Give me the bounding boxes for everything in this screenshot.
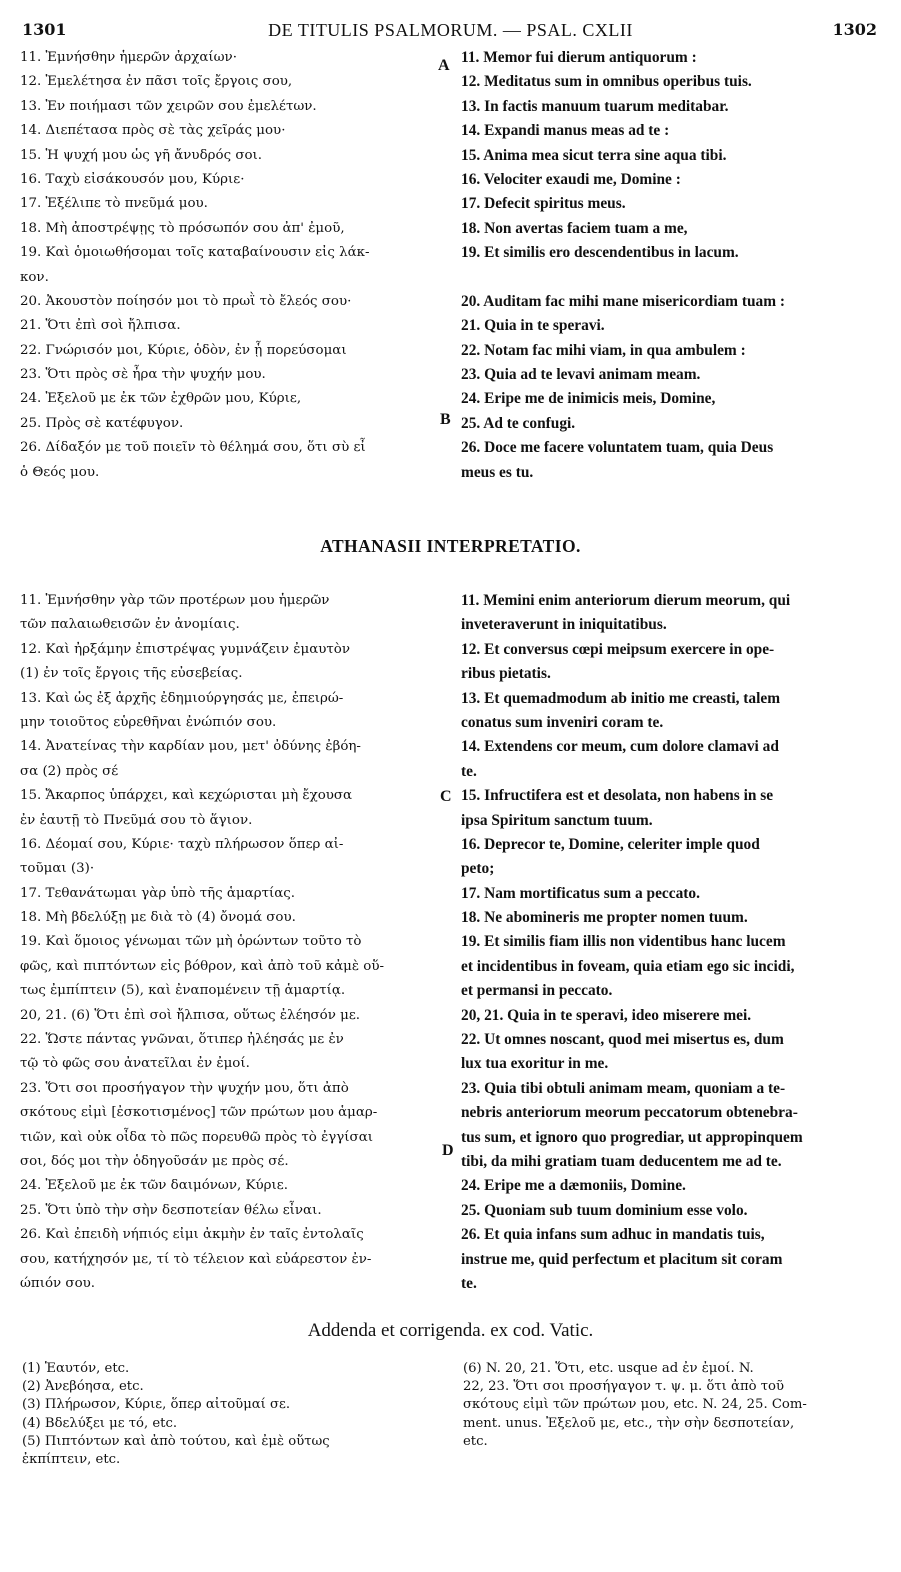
- footnote-line: (6) N. 20, 21. Ὅτι, etc. usque ad ἐν ἐμοί. N.: [463, 1361, 754, 1376]
- interpretation-line-latin: nebris anteriorum meorum peccatorum obtenebra-: [461, 1104, 798, 1122]
- interpretation-line-greek: τοῦμαι (3)·: [20, 861, 95, 877]
- interpretation-line-greek: 11. Ἐμνήσθην γὰρ τῶν προτέρων μου ἡμερῶν: [20, 593, 330, 608]
- interpretation-line-latin: te.: [461, 1274, 477, 1292]
- verse-line-greek: 11. Ἐμνήσθην ἡμερῶν ἀρχαίων·: [20, 50, 237, 65]
- interpretation-line-greek: 17. Τεθανάτωμαι γὰρ ὑπὸ τῆς ἁμαρτίας.: [20, 885, 296, 901]
- interpretation-line-greek: (1) ἐν τοῖς ἔργοις τῆς εὐσεβείας.: [20, 666, 243, 682]
- interpretation-line-greek: φῶς, καὶ πιπτόντων εἰς βόθρον, καὶ ἀπὸ τοῦ κἀμὲ οὕ-: [20, 958, 385, 974]
- interpretation-line-greek: 23. Ὅτι σοι προσήγαγον τὴν ψυχήν μου, ὅτι ἀπὸ: [20, 1080, 349, 1096]
- verse-line-greek: 16. Ταχὺ εἰσάκουσόν μου, Κύριε·: [20, 171, 245, 187]
- interpretation-line-latin: 16. Deprecor te, Domine, celeriter imple quod: [461, 835, 760, 853]
- verse-line-greek: 12. Ἐμελέτησα ἐν πᾶσι τοῖς ἔργοις σου,: [20, 74, 293, 90]
- verse-line-greek: 19. Καὶ ὁμοιωθήσομαι τοῖς καταβαίνουσιν εἰς λάκ-: [20, 245, 370, 261]
- interpretation-line-greek: 20, 21. (6) Ὅτι ἐπὶ σοὶ ἤλπισα, οὕτως ἐλέησόν με.: [20, 1007, 361, 1023]
- interpretatio-greek-column: [20, 589, 438, 1296]
- verse-line-greek: 21. Ὅτι ἐπὶ σοὶ ἤλπισα.: [20, 318, 181, 334]
- interpretation-line-greek: τιῶν, καὶ οὐκ οἶδα τὸ πῶς πορευθῶ πρὸς τὸ ἐγγίσαι: [20, 1129, 373, 1145]
- interpretation-line-greek: 24. Ἐξελοῦ με ἐκ τῶν δαιμόνων, Κύριε.: [20, 1178, 288, 1194]
- interpretation-line-latin: tibi, da mihi gratiam tuam deducentem me ad te.: [461, 1152, 782, 1170]
- interpretation-line-latin: 23. Quia tibi obtuli animam meam, quoniam a te-: [461, 1079, 786, 1097]
- verse-line-latin: 15. Anima mea sicut terra sine aqua tibi.: [461, 146, 727, 164]
- footnote-line: 22, 23. Ὅτι σοι προσήγαγον τ. ψ. μ. ὅτι ἀπὸ τοῦ: [463, 1379, 784, 1395]
- interpretation-line-greek: μην τοιοῦτος εὑρεθῆναι ἐνώπιόν σου.: [20, 714, 277, 730]
- interpretation-line-latin: 25. Quoniam sub tuum dominium esse volo.: [461, 1201, 748, 1219]
- interpretation-line-greek: ώπιόν σου.: [20, 1275, 96, 1291]
- verse-line-greek: 23. Ὅτι πρὸς σὲ ἦρα τὴν ψυχήν μου.: [20, 367, 266, 383]
- page-header: [0, 20, 901, 46]
- interpretation-line-greek: τως ἐμπίπτειν (5), καὶ ἐναπομένειν τῇ ἁμαρτίᾳ.: [20, 983, 346, 999]
- verse-line-latin: 20. Auditam fac mihi mane misericordiam tuam :: [461, 292, 786, 310]
- margin-mark-b: B: [440, 411, 451, 428]
- margin-mark-c: C: [440, 788, 452, 805]
- footnote-line: σκότους εἰμὶ τῶν πρώτων μου, etc. N. 24, 25. Com-: [463, 1397, 807, 1413]
- footnotes-left: [22, 1360, 437, 1469]
- verse-line-greek: 22. Γνώρισόν μοι, Κύριε, ὁδὸν, ἐν ᾗ πορεύσομαι: [20, 342, 347, 358]
- footnote-line: (5) Πιπτόντων καὶ ἀπὸ τούτου, καὶ ἐμὲ οὕτως: [22, 1433, 330, 1449]
- verse-line-greek: 18. Μὴ ἀποστρέψῃς τὸ πρόσωπόν σου ἀπ' ἐμοῦ,: [20, 220, 345, 236]
- verse-line-latin: meus es tu.: [461, 463, 534, 481]
- interpretation-line-greek: 19. Καὶ ὅμοιος γένωμαι τῶν μὴ ὁρώντων τοῦτο τὸ: [20, 934, 362, 950]
- interpretation-line-greek: 16. Δέομαί σου, Κύριε· ταχὺ πλήρωσον ὅπερ αἰ-: [20, 836, 344, 852]
- interpretation-line-latin: et incidentibus in foveam, quia etiam ego sic incidi,: [461, 957, 795, 975]
- footnote-line: ment. unus. Ἐξελοῦ με, etc., τὴν σὴν δεσποτείαν,: [463, 1415, 795, 1431]
- interpretation-line-latin: 12. Et conversus cœpi meipsum exercere in ope-: [461, 640, 775, 658]
- verse-line-greek: 14. Διεπέτασα πρὸς σὲ τὰς χεῖράς μου·: [20, 123, 286, 139]
- interpretation-line-greek: 25. Ὅτι ὑπὸ τὴν σὴν δεσποτείαν θέλω εἶναι.: [20, 1202, 322, 1218]
- footnote-line: ἐκπίπτειν, etc.: [22, 1451, 121, 1467]
- interpretation-line-latin: 22. Ut omnes noscant, quod mei misertus es, dum: [461, 1031, 784, 1049]
- verse-line-greek: 17. Ἐξέλιπε τὸ πνεῦμά μου.: [20, 196, 208, 212]
- interpretation-line-greek: 22. Ὥστε πάντας γνῶναι, ὅτιπερ ἠλέησάς με ἐν: [20, 1032, 344, 1048]
- verse-line-latin: [461, 266, 881, 290]
- verse-line-greek: 26. Δίδαξόν με τοῦ ποιεῖν τὸ θέλημά σου, ὅτι σὺ εἶ: [20, 440, 366, 456]
- footnote-line: etc.: [463, 1433, 488, 1449]
- verse-line-latin: 13. In factis manuum tuarum meditabar.: [461, 97, 729, 115]
- footnotes-right: [463, 1360, 883, 1451]
- interpretation-line-latin: 19. Et similis fiam illis non videntibus hanc lucem: [461, 933, 786, 951]
- verse-line-latin: 23. Quia ad te levavi animam meam.: [461, 366, 701, 384]
- interpretation-line-latin: 26. Et quia infans sum adhuc in mandatis tuis,: [461, 1226, 765, 1244]
- interpretation-line-latin: tus sum, et ignoro quo progrediar, ut appropinquem: [461, 1128, 803, 1146]
- verse-line-latin: 14. Expandi manus meas ad te :: [461, 122, 670, 140]
- verse-line-greek: 13. Ἐν ποιήμασι τῶν χειρῶν σου ἐμελέτων.: [20, 98, 317, 114]
- interpretation-line-latin: 13. Et quemadmodum ab initio me creasti, talem: [461, 689, 781, 707]
- verse-line-greek: κον.: [20, 269, 49, 285]
- footnote-line: (2) Ἀνεβόησα, etc.: [22, 1379, 144, 1395]
- verse-line-greek: 15. Ἡ ψυχή μου ὡς γῆ ἄνυδρός σοι.: [20, 147, 263, 163]
- verse-line-latin: 21. Quia in te speravi.: [461, 317, 605, 335]
- verse-line-latin: 12. Meditatus sum in omnibus operibus tuis.: [461, 73, 752, 91]
- interpretation-line-latin: et permansi in peccato.: [461, 982, 613, 1000]
- interpretation-line-latin: 24. Eripe me a dæmoniis, Domine.: [461, 1177, 686, 1195]
- page-number-left: 1301: [22, 20, 67, 39]
- interpretation-line-greek: σα (2) πρὸς σέ: [20, 763, 119, 779]
- verse-line-greek: 20. Ἀκουστὸν ποίησόν μοι τὸ πρωῒ τὸ ἔλεός σου·: [20, 293, 352, 309]
- interpretation-line-greek: σοι, δός μοι τὴν ὁδηγοῦσάν με πρὸς σέ.: [20, 1153, 289, 1169]
- interpretation-line-latin: 17. Nam mortificatus sum a peccato.: [461, 884, 700, 902]
- verse-line-latin: 18. Non avertas faciem tuam a me,: [461, 219, 688, 237]
- margin-mark-a: A: [438, 57, 450, 74]
- interpretation-line-greek: σου, κατήχησόν με, τί τὸ τέλειον καὶ εὐάρεστον ἐν-: [20, 1251, 372, 1267]
- interpretation-line-latin: ribus pietatis.: [461, 665, 551, 683]
- verse-line-latin: 25. Ad te confugi.: [461, 414, 576, 432]
- verse-line-greek: 24. Ἐξελοῦ με ἐκ τῶν ἐχθρῶν μου, Κύριε,: [20, 391, 302, 407]
- addenda-title: Addenda et corrigenda. ex cod. Vatic.: [307, 1320, 594, 1341]
- interpretation-line-latin: 18. Ne abomineris me propter nomen tuum.: [461, 909, 748, 927]
- interpretation-line-latin: inveteraverunt in iniquitatibus.: [461, 616, 667, 634]
- interpretation-line-latin: 15. Infructifera est et desolata, non habens in se: [461, 787, 774, 805]
- interpretation-line-latin: instrue me, quid perfectum et placitum sit coram: [461, 1250, 783, 1268]
- interpretation-line-latin: 20, 21. Quia in te speravi, ideo miserere mei.: [461, 1006, 752, 1024]
- interpretation-line-greek: 15. Ἄκαρπος ὑπάρχει, καὶ κεχώρισται μὴ ἔχουσα: [20, 788, 353, 804]
- interpretation-line-greek: 13. Καὶ ὡς ἐξ ἀρχῆς ἐδημιούργησάς με, ἐπειρώ-: [20, 690, 344, 706]
- interpretation-line-greek: ἐν ἑαυτῇ τὸ Πνεῦμά σου τὸ ἅγιον.: [20, 812, 253, 828]
- interpretation-line-greek: 26. Καὶ ἐπειδὴ νήπιός εἰμι ἀκμὴν ἐν ταῖς ἐντολαῖς: [20, 1227, 364, 1243]
- interpretation-line-latin: peto;: [461, 860, 495, 878]
- interpretatio-latin-column: [461, 589, 881, 1296]
- interpretation-line-greek: τῶν παλαιωθεισῶν ἐν ἀνομίαις.: [20, 617, 240, 633]
- verse-line-latin: 17. Defecit spiritus meus.: [461, 195, 626, 213]
- verse-line-greek: 25. Πρὸς σὲ κατέφυγον.: [20, 415, 184, 431]
- interpretation-line-greek: 12. Καὶ ἠρξάμην ἐπιστρέψας γυμνάζειν ἐμαυτὸν: [20, 641, 350, 657]
- interpretation-line-latin: 14. Extendens cor meum, cum dolore clamavi ad: [461, 738, 779, 756]
- interpretation-line-latin: ipsa Spiritum sanctum tuum.: [461, 811, 653, 829]
- interpretation-line-greek: τῷ τὸ φῶς σου ἀνατεῖλαι ἐν ἐμοί.: [20, 1056, 250, 1072]
- footnote-line: (3) Πλήρωσον, Κύριε, ὅπερ αἰτοῦμαί σε.: [22, 1397, 291, 1413]
- interpretation-line-latin: 11. Memini enim anteriorum dierum meorum, qui: [461, 592, 791, 609]
- verse-line-latin: 24. Eripe me de inimicis meis, Domine,: [461, 390, 716, 408]
- interpretation-line-latin: conatus sum inveniri coram te.: [461, 713, 664, 731]
- interpretation-line-greek: 14. Ἀνατείνας τὴν καρδίαν μου, μετ' ὀδύνης ἐβόη-: [20, 739, 361, 755]
- verse-line-latin: 26. Doce me facere voluntatem tuam, quia Deus: [461, 439, 774, 457]
- interpretation-line-latin: te.: [461, 762, 477, 780]
- footnote-line: (4) Βδελύξει με τό, etc.: [22, 1415, 178, 1431]
- interpretation-line-greek: 18. Μὴ βδελύξῃ με διὰ τὸ (4) ὄνομά σου.: [20, 910, 296, 926]
- verse-line-latin: 16. Velociter exaudi me, Domine :: [461, 170, 681, 188]
- verse-line-latin: 22. Notam fac mihi viam, in qua ambulem :: [461, 341, 746, 359]
- margin-mark-d: D: [442, 1142, 454, 1159]
- verse-line-greek: ὁ Θεός μου.: [20, 464, 100, 480]
- psalm-latin-column: [461, 46, 881, 485]
- verse-line-latin: 11. Memor fui dierum antiquorum :: [461, 49, 697, 66]
- interpretation-line-latin: lux tua exoritur in me.: [461, 1055, 609, 1073]
- running-title: DE TITULIS PSALMORUM. — PSAL. CXLII: [268, 20, 633, 40]
- verse-line-latin: 19. Et similis ero descendentibus in lacum.: [461, 244, 739, 262]
- footnote-line: (1) Ἑαυτόν, etc.: [22, 1361, 130, 1376]
- section-title: ATHANASII INTERPRETATIO.: [320, 536, 581, 556]
- interpretation-line-greek: σκότους εἰμὶ [ἐσκοτισμένος] τῶν πρώτων μου ἁμαρ-: [20, 1105, 378, 1121]
- page-number-right: 1302: [832, 20, 877, 39]
- psalm-greek-column: [20, 46, 432, 485]
